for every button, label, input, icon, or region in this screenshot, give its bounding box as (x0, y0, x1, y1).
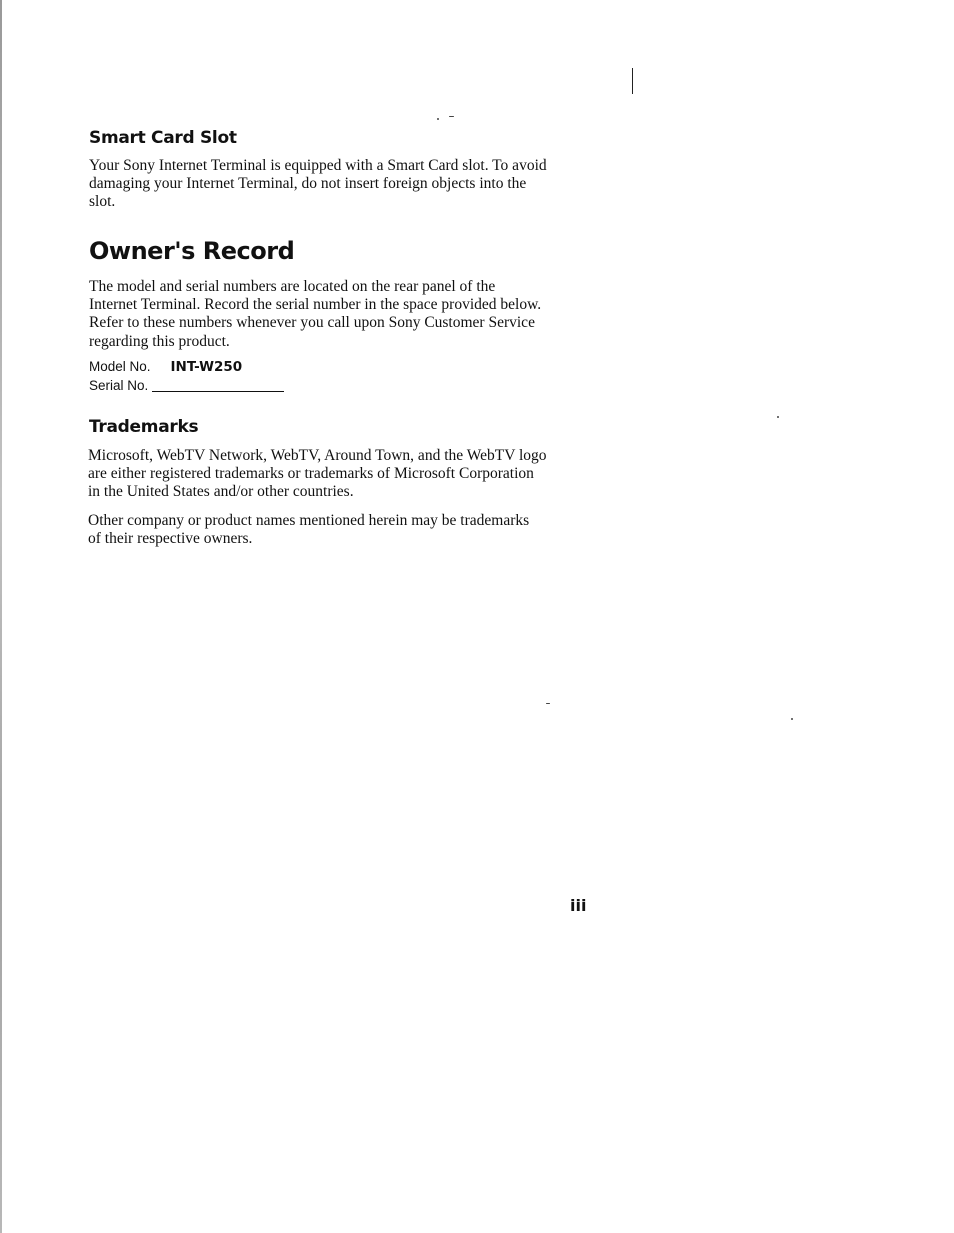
text-line: in the United States and/or other countries. (88, 483, 354, 501)
scan-speck (437, 118, 439, 120)
trademarks-paragraph-2 (88, 512, 608, 548)
text-line: slot. (89, 193, 116, 211)
owners-record-paragraph (89, 278, 609, 351)
model-number-value: INT-W250 (170, 359, 243, 375)
text-line: regarding this product. (89, 332, 230, 350)
text-line: Your Sony Internet Terminal is equipped with a Smart Card slot. To avoid (89, 157, 547, 174)
scan-speck (546, 703, 550, 704)
serial-number-row (89, 378, 284, 393)
text-line: Refer to these numbers whenever you call upon Sony Customer Service (89, 314, 535, 332)
scan-edge (0, 0, 2, 1233)
model-number-row (89, 359, 242, 375)
text-line: The model and serial numbers are located on the rear panel of the (89, 278, 496, 295)
scan-speck (777, 416, 779, 418)
text-line: are either registered trademarks or trademarks of Microsoft Corporation (88, 465, 534, 483)
owners-record-heading: Owner's Record (89, 237, 295, 265)
trademarks-paragraph-1 (88, 447, 608, 502)
serial-number-label: Serial No. (89, 378, 149, 393)
model-number-label: Model No. (89, 359, 151, 374)
smart-card-heading: Smart Card Slot (89, 128, 237, 148)
text-line: Internet Terminal. Record the serial number in the space provided below. (89, 296, 542, 314)
smart-card-paragraph (89, 157, 609, 212)
text-line: Microsoft, WebTV Network, WebTV, Around Town, and the WebTV logo (88, 447, 547, 464)
page-number: iii (570, 896, 587, 915)
serial-number-blank (152, 391, 284, 392)
text-line: damaging your Internet Terminal, do not insert foreign objects into the (89, 175, 527, 193)
scan-speck (791, 718, 793, 720)
scan-speck (449, 116, 454, 117)
text-line: Other company or product names mentioned herein may be trademarks (88, 512, 530, 529)
trademarks-heading: Trademarks (89, 417, 199, 437)
text-line: of their respective owners. (88, 530, 253, 548)
crop-mark (632, 68, 633, 94)
